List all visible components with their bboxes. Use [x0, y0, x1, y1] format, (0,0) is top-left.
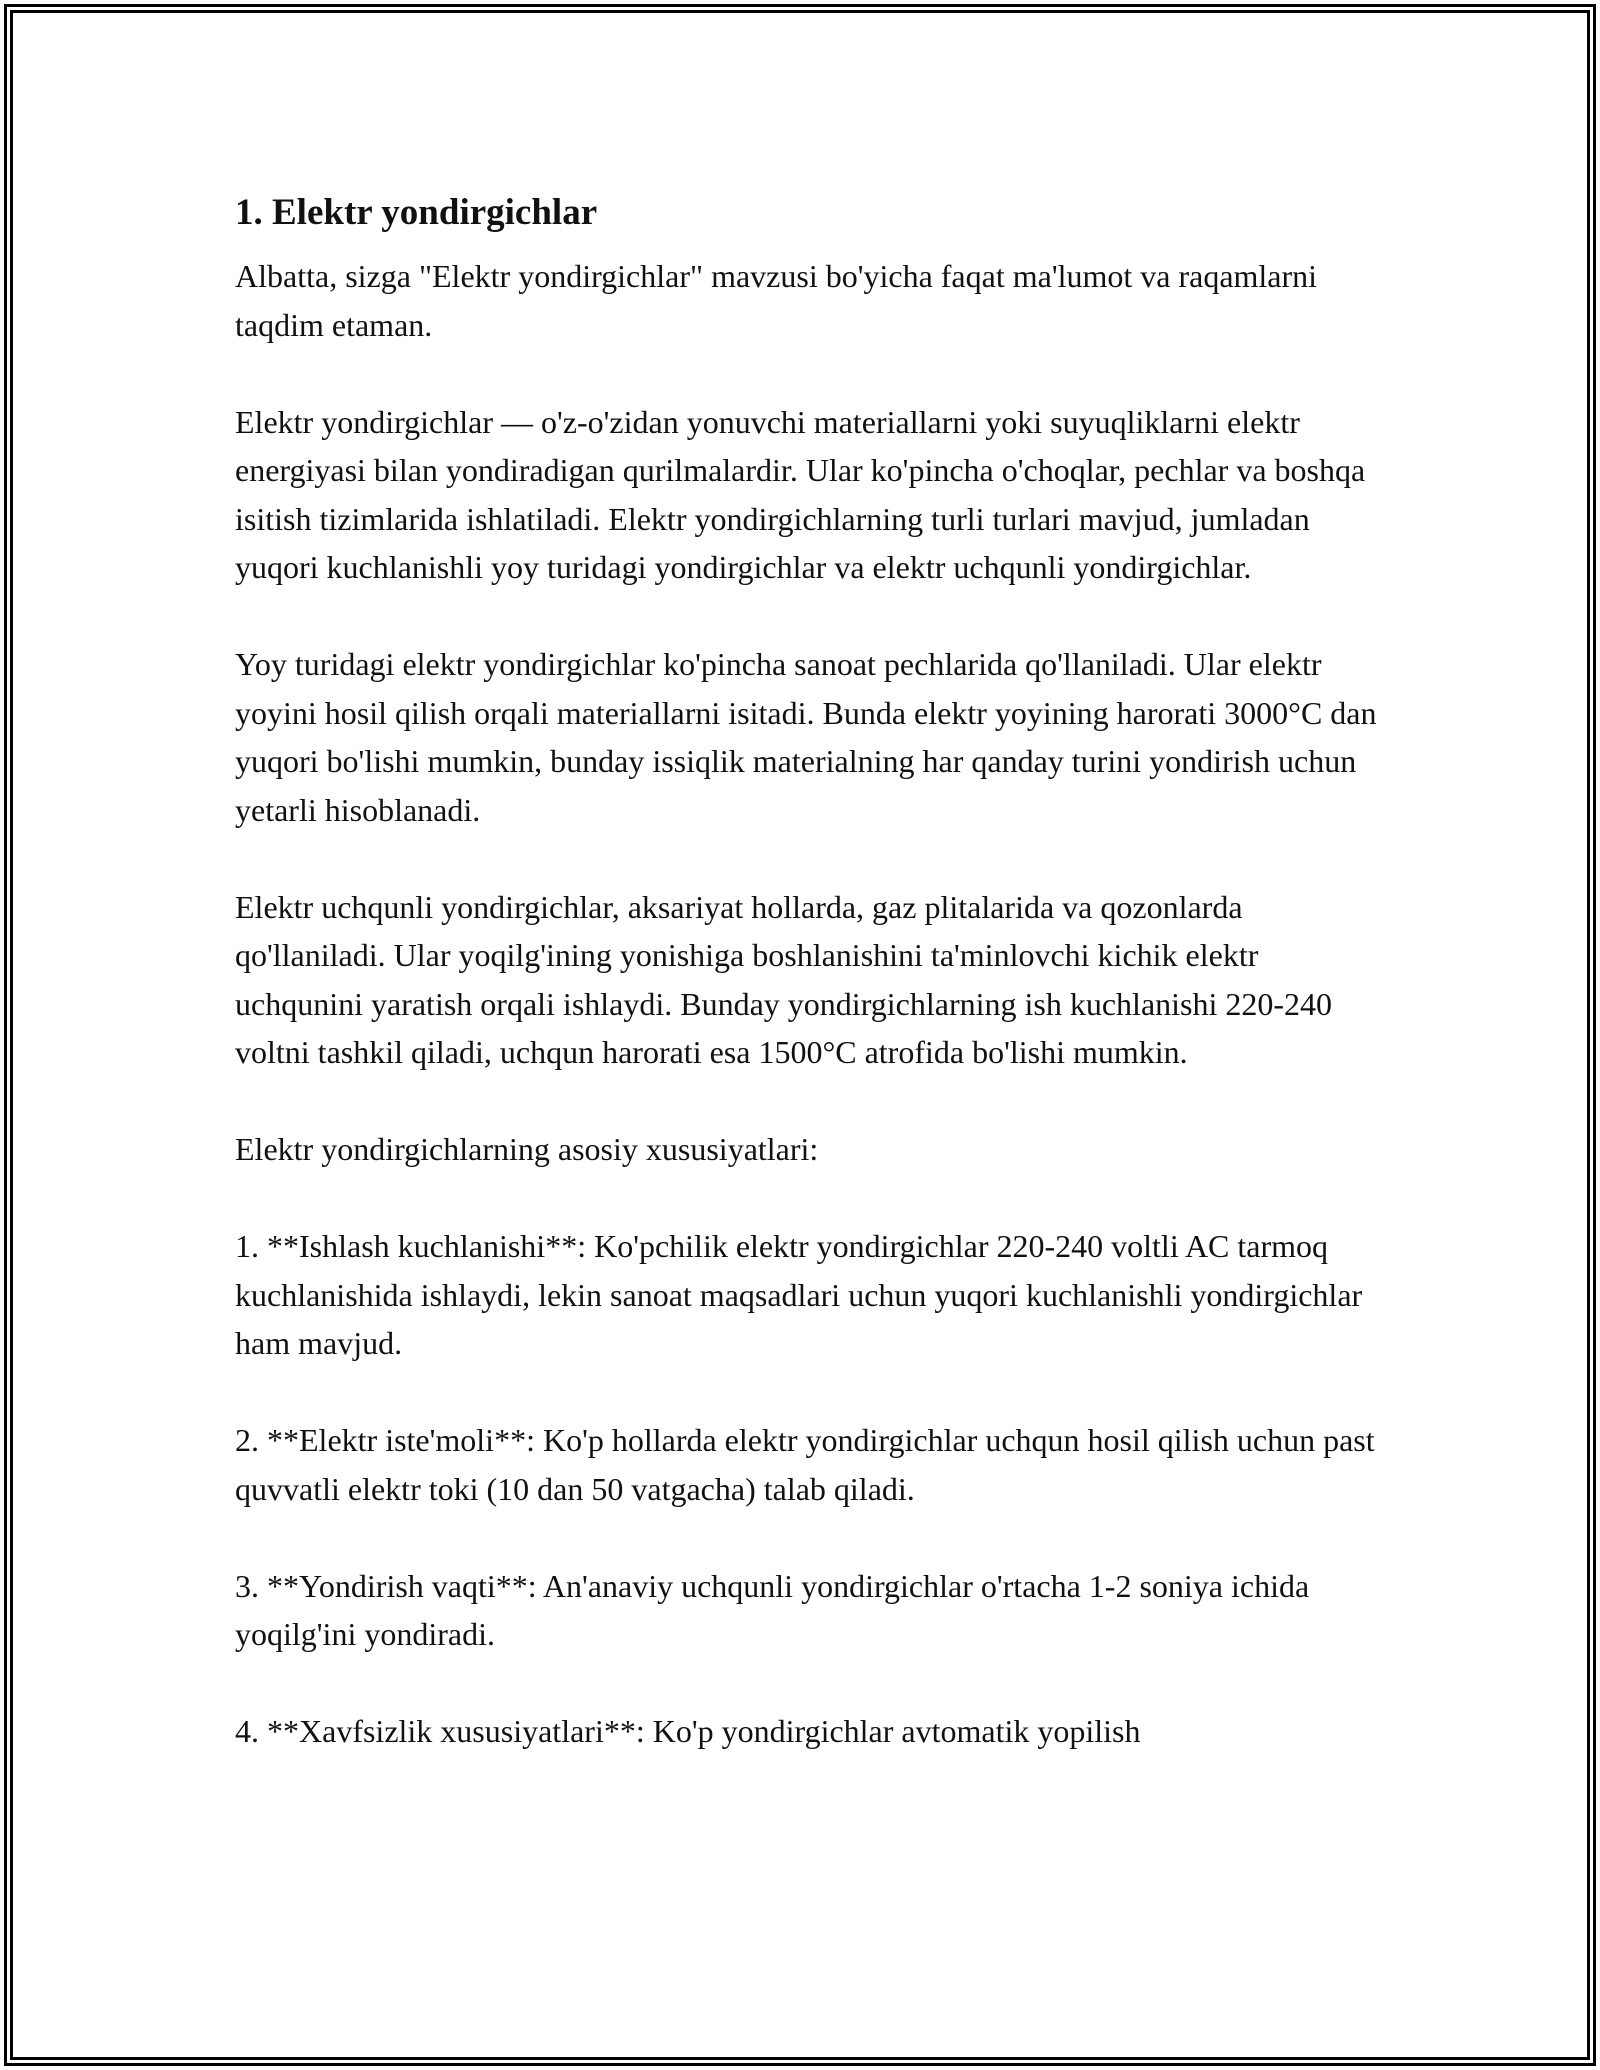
- paragraph-spark-igniters: Elektr uchqunli yondirgichlar, aksariyat hollarda, gaz plitalarida va qozonlarda qo'llaniladi. Ular yoqilg'ining yonishiga boshlanishini ta'minlovchi kichik elektr uchqunini yaratish orqali ishlaydi. Bunday yondirgichlarning ish kuchlanishi 220-240 voltni tashkil qiladi, uchqun harorati esa 1500°C atrofida bo'lishi mumkin.: [235, 888, 1333, 1070]
- document-title: 1. Elektr yondirgichlar: [235, 192, 598, 233]
- paragraph-intro: Albatta, sizga "Elektr yondirgichlar" mavzusi bo'yicha faqat ma'lumot va raqamlarni taqdim etaman.: [235, 258, 1318, 343]
- list-item-safety: 4. **Xavfsizlik xususiyatlari**: Ko'p yondirgichlar avtomatik yopilish: [235, 1713, 1141, 1749]
- paragraph-definition: Elektr yondirgichlar — o'z-o'zidan yonuvchi materiallarni yoki suyuqliklarni elektr energiyasi bilan yondiradigan qurilmalardir. Ular ko'pincha o'choqlar, pechlar va boshqa isitish tizimlarida ishlatiladi. Elektr yondirgichlarning turli turlari mavjud, jumladan yuqori kuchlanishli yoy turidagi yondirgichlar va elektr uchqunli yondirgichlar.: [235, 403, 1366, 585]
- paragraph-features-heading: Elektr yondirgichlarning asosiy xususiyatlari:: [235, 1131, 819, 1167]
- document-page: [235, 180, 1385, 1804]
- list-item-voltage: 1. **Ishlash kuchlanishi**: Ko'pchilik elektr yondirgichlar 220-240 voltli AC tarmoq kuchlanishida ishlaydi, lekin sanoat maqsadlari uchun yuqori kuchlanishli yondirgichlar ham mavjud.: [235, 1228, 1363, 1361]
- list-item-power: 2. **Elektr iste'moli**: Ko'p hollarda elektr yondirgichlar uchqun hosil qilish uchun past quvvatli elektr toki (10 dan 50 vatgacha) talab qiladi.: [235, 1422, 1375, 1507]
- paragraph-arc-igniters: Yoy turidagi elektr yondirgichlar ko'pincha sanoat pechlarida qo'llaniladi. Ular elektr yoyini hosil qilish orqali materiallarni isitadi. Bunda elektr yoyining harorati 3000°C dan yuqori bo'lishi mumkin, bunday issiqlik materialning har qanday turini yondirish uchun yetarli hisoblanadi.: [235, 646, 1377, 828]
- list-item-ignition-time: 3. **Yondirish vaqti**: An'anaviy uchqunli yondirgichlar o'rtacha 1-2 soniya ichida yoqilg'ini yondiradi.: [235, 1567, 1310, 1652]
